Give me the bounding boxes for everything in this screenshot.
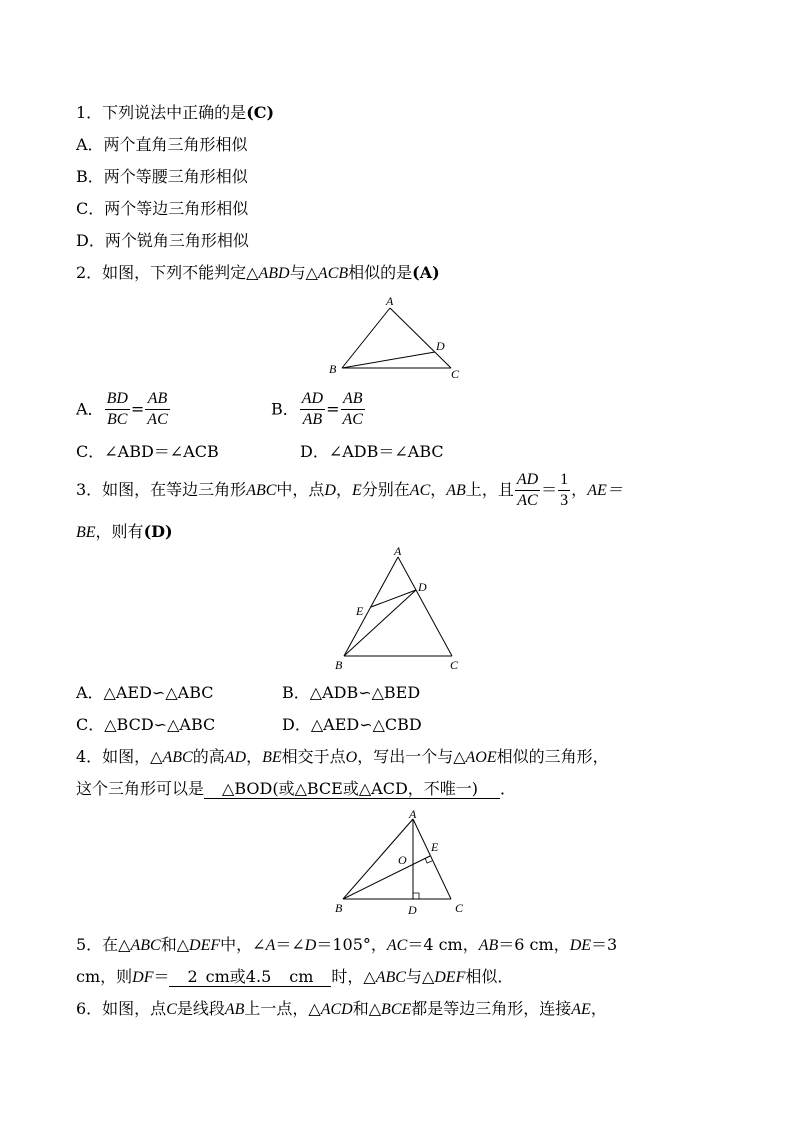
q4-seg-ac — [413, 819, 451, 899]
q4-right-angle-d — [413, 893, 419, 899]
q1-answer: (C) — [246, 103, 275, 122]
q3-stem-line1: 3．如图，在等边三角形ABC中，点D，E分别在AC，AB上，且 $\frac{AD}{AC}$ ＝ $\frac{1}{3}$ ，AE＝ — [76, 471, 623, 509]
q5-answer-mid: cm或4.5 — [205, 967, 272, 986]
q3-label-d: D — [418, 580, 427, 594]
q3-seg-ac — [398, 557, 452, 656]
q2-option-a: A． $\frac{BD}{BC}$ = $\frac{AB}{AC}$ — [76, 390, 168, 428]
q4-seg-be — [343, 856, 430, 899]
q1-option-a: A．两个直角三角形相似 — [76, 135, 248, 154]
q3-seg-ed — [371, 590, 416, 607]
q4-label-o: O — [398, 853, 407, 867]
q1-option-d: D．两个锐角三角形相似 — [76, 231, 249, 250]
q2-label-b: B — [329, 362, 337, 376]
q3-option-b: B．△ADB∽△BED — [282, 683, 421, 702]
q2-seg-ac — [390, 308, 451, 368]
q3-label-a: A — [394, 545, 402, 558]
q2-label-d: D — [436, 339, 445, 353]
q3-label-b: B — [335, 658, 343, 672]
q1-option-c: C．两个等边三角形相似 — [76, 199, 249, 218]
q4-stem-line2: 这个三角形可以是 △BOD(或△BCE或△ACD，不唯一) ． — [76, 779, 517, 798]
q4-label-d: D — [408, 903, 417, 917]
q2-seg-ab — [342, 308, 390, 368]
q3-label-c: C — [450, 658, 459, 672]
q3-answer: (D) — [143, 522, 173, 541]
q3-figure — [330, 545, 470, 675]
q2-label-c: C — [451, 367, 460, 381]
q1-stem: 1．下列说法中正确的是(C) — [76, 103, 275, 122]
q2-seg-bd — [342, 352, 435, 368]
q4-answer: △BOD(或△BCE或△ACD，不唯一) — [204, 780, 500, 799]
q3-option-c: C．△BCD∽△ABC — [76, 715, 216, 734]
q4-label-a: A — [409, 808, 417, 821]
q2-label-a: A — [386, 294, 394, 308]
q2-stem: 2．如图，下列不能判定△ABD与△ACB相似的是(A) — [76, 263, 440, 282]
q1-option-b: B．两个等腰三角形相似 — [76, 167, 248, 186]
q4-right-angle-e — [425, 858, 432, 863]
q2-option-b: B． $\frac{AD}{AB}$ = $\frac{AB}{AC}$ — [271, 390, 363, 428]
q3-option-d: D．△AED∽△CBD — [282, 715, 422, 734]
q5-answer-1: 2 — [169, 968, 205, 987]
q3-seg-bd — [344, 590, 416, 656]
q3-option-a: A．△AED∽△ABC — [76, 683, 214, 702]
q2-answer: (A) — [412, 263, 440, 282]
q4-label-b: B — [335, 901, 343, 915]
q3-stem-line2: BE，则有(D) — [76, 522, 173, 541]
q5-stem-line2: cm，则DF＝ 2 cm或4.5 cm 时，△ABC与△DEF相似． — [76, 967, 514, 986]
q4-label-e: E — [431, 840, 439, 854]
q4-figure — [330, 808, 470, 918]
q3-label-e: E — [356, 604, 364, 618]
q5-answer-2: cm — [271, 968, 331, 987]
q2-option-d: D．∠ADB＝∠ABC — [300, 442, 444, 461]
q2-option-c: C．∠ABD＝∠ACB — [76, 442, 219, 461]
q4-label-c: C — [455, 901, 464, 915]
q6-stem-line1: 6．如图，点C是线段AB上一点，△ACD和△BCE都是等边三角形，连接AE， — [76, 999, 607, 1018]
q5-stem-line1: 5．在△ABC和△DEF中，∠A＝∠D＝105°，AC＝4 cm，AB＝6 cm，DE＝3 — [76, 935, 618, 954]
q4-stem-line1: 4．如图，△ABC的高AD，BE相交于点O，写出一个与△AOE相似的三角形， — [76, 747, 609, 766]
q2-figure — [325, 292, 470, 384]
